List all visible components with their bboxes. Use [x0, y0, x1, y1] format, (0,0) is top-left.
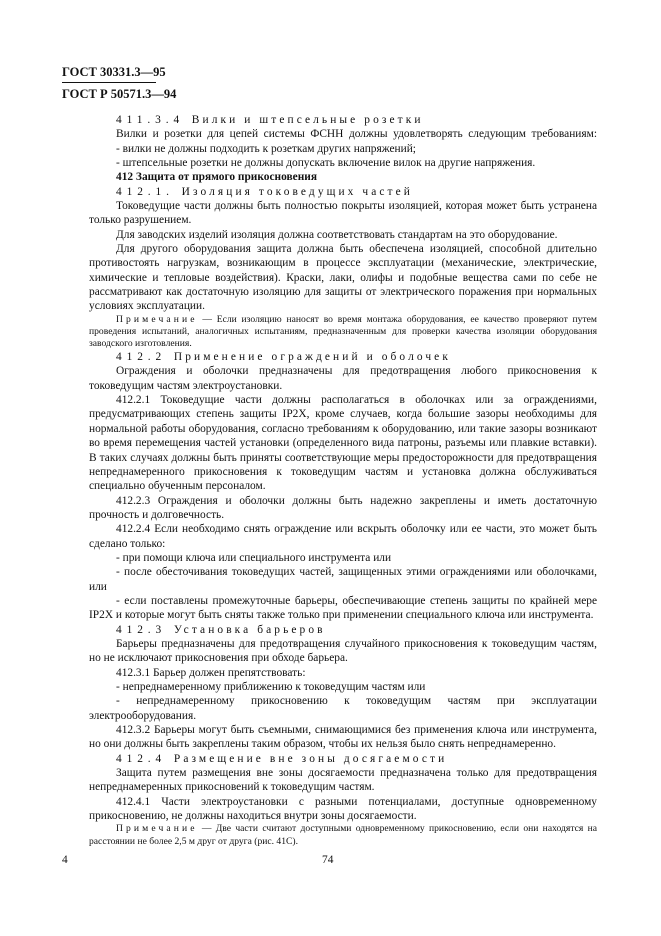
- body-paragraph: 412.2.1 Токоведущие части должны располагаться в оболочках или за ограждениями, предусматривающих степень защиты IP2X, кроме случаев, когда большие зазоры необходимы для нормальной работы оборудования, согласно требованиям к оборудованию, или такие зазоры возникают во время перемещения частей установки (определенного вида патроны, разъемы или плавкие вставки). В таких случаях должны быть приняты соответствующие меры предосторожности для предотвращения непреднамеренного прикосновения к токоведущим частям и установка должна обслуживаться специально обученным персоналом.: [89, 394, 597, 493]
- body-paragraph: - при помощи ключа или специального инструмента или: [116, 551, 392, 564]
- section-title: Вилки и штепсельные розетки: [191, 114, 424, 126]
- section-heading: [89, 185, 597, 199]
- body-paragraph: - непреднамеренному приближению к токоведущим частям или: [116, 681, 426, 693]
- body-paragraph: - если поставлены промежуточные барьеры, обеспечивающие степень защиты по крайней мере IP2X и которые могут быть сняты также только при применении специального ключа или инструмента.: [89, 594, 597, 622]
- page-body: [89, 113, 597, 848]
- section-heading: [89, 752, 597, 766]
- section-number: 412.4: [116, 752, 174, 765]
- body-paragraph: 412.3.2 Барьеры могут быть съемными, снимающимися без применения ключа или инструмента, но они должны быть закреплены таким образом, чтобы их нельзя было снять непреднамеренно.: [89, 724, 597, 751]
- section-number: 412.1.: [116, 185, 182, 198]
- body-paragraph: - непреднамеренному прикосновению к токоведущим частям при эксплуатации электрооборудования.: [89, 695, 597, 722]
- body-paragraph: Ограждения и оболочки предназначены для предотвращения любого прикосновения к токоведущим частям электроустановки.: [89, 365, 597, 392]
- body-paragraph: Вилки и розетки для цепей системы ФСНН должны удовлетворять следующим требованиям:: [116, 128, 597, 141]
- body-paragraph: Для другого оборудования защита должна быть обеспечена изоляцией, способной длительно противостоять нагрузкам, возникающим в процессе эксплуатации (механические, электрические, химические и тепловые воздействия). Краски, лаки, олифы и подобные вещества сами по себе не рассматривают как достаточную изоляцию для защиты от электрического поражения при нормальных условиях эксплуатации.: [89, 243, 597, 313]
- note-label: Примечание: [116, 313, 198, 325]
- section-title: Применение ограждений и оболочек: [173, 351, 451, 364]
- page-number-left: 4: [62, 854, 68, 866]
- header-rule: [62, 82, 156, 83]
- body-paragraph: Токоведущие части должны быть полностью покрыты изоляцией, которая может быть устранена только разрушением.: [89, 200, 597, 227]
- section-title: Установка барьеров: [173, 623, 326, 636]
- body-paragraph: Защита путем размещения вне зоны досягаемости предназначена только для предотвращения непреднамеренных прикосновений к токоведущим частям.: [89, 767, 597, 794]
- standard-number-1: ГОСТ 30331.3—95: [62, 65, 166, 79]
- body-paragraph: Для заводских изделий изоляция должна соответствовать стандартам на это оборудование.: [116, 228, 558, 241]
- body-paragraph: - штепсельные розетки не должны допускать включение вилок на другие напряжения.: [116, 157, 536, 170]
- body-paragraph: 412.4.1 Части электроустановки с разными потенциалами, доступные одновременному прикосновению, не должны находиться внутри зоны досягаемости.: [89, 795, 597, 823]
- section-heading: [89, 623, 597, 637]
- body-paragraph: 412.2.4 Если необходимо снять ограждение или вскрыть оболочку или ее части, это может быть сделано только:: [89, 523, 597, 550]
- clause-heading: 412 Защита от прямого прикосновения: [116, 171, 317, 184]
- note: [89, 314, 597, 350]
- body-paragraph: Барьеры предназначены для предотвращения случайного прикосновения к токоведущим частям, но не исключают прикосновения при обходе барьера.: [89, 637, 597, 665]
- section-number: 411.3.4: [116, 114, 192, 126]
- note-text: — Если изоляцию наносят во время монтажа оборудования, ее качество проверяют путем проведения испытаний, аналогичных испытаниям, предназначенным для проверки качества изоляции оборудования заводского изготовления.: [89, 313, 597, 349]
- document-header: [62, 64, 312, 102]
- section-number: 412.3: [116, 623, 174, 636]
- body-paragraph: 412.3.1 Барьер должен препятствовать:: [116, 666, 306, 679]
- body-paragraph: 412.2.3 Ограждения и оболочки должны быть надежно закреплены и иметь достаточную прочность и долговечность.: [89, 494, 597, 521]
- note-text: — Две части считают доступными одновременному прикосновению, если они находятся на расстоянии не более 2,5 м друг от друга (рис. 41С).: [89, 823, 597, 847]
- section-heading: [89, 113, 597, 127]
- section-number: 412.2: [116, 351, 174, 364]
- body-paragraph: - вилки не должны подходить к розеткам других напряжений;: [116, 142, 416, 155]
- note-label: Примечание: [116, 823, 198, 835]
- body-paragraph: - после обесточивания токоведущих частей, защищенных этими ограждениями или оболочками, или: [89, 566, 597, 593]
- page-number-center: 74: [322, 854, 334, 866]
- section-title: Размещение вне зоны досягаемости: [173, 752, 448, 765]
- note: [89, 823, 597, 847]
- section-heading: [89, 350, 597, 364]
- standard-number-2: ГОСТ Р 50571.3—94: [62, 87, 177, 101]
- section-title: Изоляция токоведущих частей: [181, 185, 413, 198]
